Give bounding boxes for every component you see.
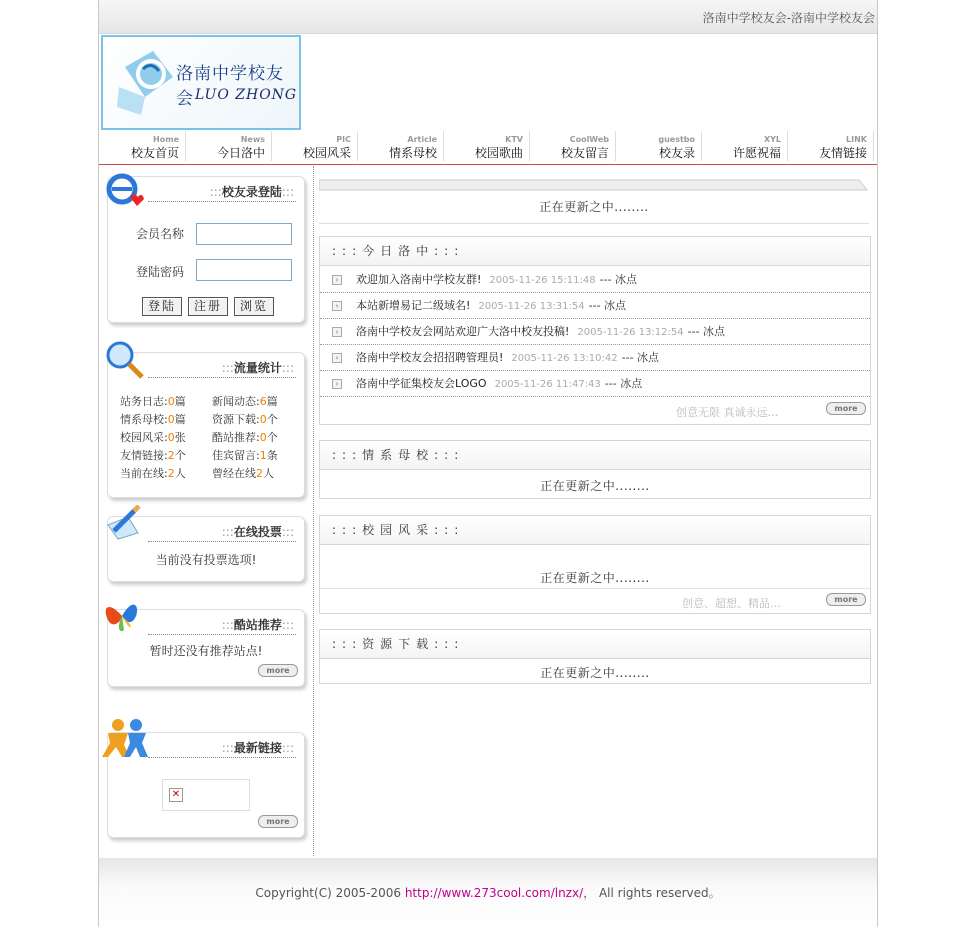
cool-sites-box (107, 609, 305, 687)
news-row[interactable] (320, 344, 870, 371)
main-nav (99, 131, 877, 165)
title-dots: ::: (209, 185, 222, 199)
title-text: 流量统计 (233, 361, 282, 375)
nav-en-label: PIC (336, 135, 351, 144)
title-divider (148, 377, 296, 378)
news-row[interactable] (320, 266, 870, 293)
divider (319, 223, 869, 224)
stat-item: 友情链接:2个 (120, 449, 186, 462)
cool-sites-more-button[interactable]: more (258, 664, 298, 677)
nav-en-label: Home (153, 135, 179, 144)
stat-item: 情系母校:0篇 (120, 413, 186, 426)
nav-cn-label: 友情链接 (818, 146, 867, 160)
bullet-icon: › (332, 327, 342, 337)
username-input[interactable] (196, 223, 292, 245)
logo-emblem-icon (115, 47, 179, 117)
messenger-people-icon (102, 717, 152, 761)
news-author: --- 冰点 (687, 325, 726, 338)
nav-en-label: News (240, 135, 265, 144)
logo-en-text: LUO ZHONG (195, 87, 298, 103)
butterfly-icon (102, 598, 142, 634)
update-message: 正在更新之中........ (540, 666, 650, 680)
title-text: 在线投票 (233, 525, 282, 539)
title-text: 最新链接 (233, 741, 282, 755)
nav-en-label: Article (407, 135, 437, 144)
alma-mater-header: :::情系母校::: (320, 441, 870, 470)
login-title (210, 183, 294, 200)
username-label: 会员名称 (136, 227, 185, 241)
stat-item: 新闻动态:6篇 (212, 395, 278, 408)
campus-header: :::校园风采::: (320, 516, 870, 545)
title-dots: ::: (281, 361, 294, 375)
nav-en-label: CoolWeb (569, 135, 609, 144)
browse-button[interactable]: 浏览 (234, 297, 274, 316)
title-text: 酷站推荐 (233, 618, 282, 632)
nav-en-label: LINK (846, 135, 867, 144)
vote-box (107, 516, 305, 582)
alma-mater-panel (319, 440, 871, 499)
nav-cn-label: 情系母校 (388, 146, 437, 160)
links-box (107, 732, 305, 838)
top-banner-stripe (319, 178, 869, 192)
title-divider (148, 541, 296, 542)
bullet-icon: › (332, 353, 342, 363)
news-title[interactable]: 洛南中学校友会网站欢迎广大洛中校友投稿! (356, 325, 570, 338)
stat-item: 曾经在线2人 (212, 467, 274, 480)
nav-en-label: XYL (763, 135, 781, 144)
title-dots: ::: (221, 741, 234, 755)
title-dots: ::: (281, 618, 294, 632)
news-title[interactable]: 洛南中学校友会招招聘管理员! (356, 351, 504, 364)
news-author: --- 冰点 (588, 299, 627, 312)
nav-item-xyl[interactable] (701, 131, 788, 161)
campus-panel (319, 515, 871, 614)
campus-more-button[interactable]: more (826, 593, 866, 606)
today-slogan: 创意无限 真诚永远… (676, 406, 779, 419)
news-title[interactable]: 欢迎加入洛南中学校友群! (356, 273, 482, 286)
pencil-note-icon (104, 505, 144, 541)
title-divider (148, 757, 296, 758)
title-text: 校友录登陆 (221, 185, 282, 199)
footer-copyright (99, 884, 877, 901)
stat-item: 站务日志:0篇 (120, 395, 186, 408)
stat-item: 酷站推荐:0个 (212, 431, 278, 444)
password-label: 登陆密码 (136, 265, 185, 279)
update-message: 正在更新之中........ (540, 571, 650, 585)
title-dots: ::: (221, 361, 234, 375)
nav-cn-label: 校友录 (658, 146, 695, 160)
nav-item-news[interactable] (185, 131, 272, 161)
news-date: 2005-11-26 13:12:54 (577, 327, 684, 338)
news-date: 2005-11-26 15:11:48 (489, 275, 596, 286)
vote-message: 当前没有投票选项! (155, 553, 257, 567)
broken-image-icon: ✕ (169, 788, 183, 802)
vote-title (222, 523, 294, 540)
bullet-icon: › (332, 301, 342, 311)
cool-sites-message: 暂时还没有推荐站点! (149, 644, 263, 658)
update-message: 正在更新之中........ (540, 479, 650, 493)
stat-item: 佳宾留言:1条 (212, 449, 278, 462)
nav-cn-label: 校园风采 (302, 146, 351, 160)
nav-cn-label: 校园歌曲 (474, 146, 523, 160)
bullet-icon: › (332, 275, 342, 285)
logo-cn-text: 洛南中学校友会 (176, 64, 284, 109)
stat-item: 当前在线:2人 (120, 467, 186, 480)
login-button[interactable]: 登陆 (142, 297, 182, 316)
copyright-text: Copyright(C) 2005-2006 (255, 886, 401, 900)
sidebar (99, 166, 314, 856)
title-dots: ::: (281, 525, 294, 539)
nav-cn-label: 校友留言 (560, 146, 609, 160)
news-author: --- 冰点 (604, 377, 643, 390)
nav-cn-label: 今日洛中 (216, 146, 265, 160)
nav-item-guestbook[interactable] (615, 131, 702, 161)
title-divider (148, 634, 296, 635)
stats-box (107, 352, 305, 498)
nav-item-article[interactable] (357, 131, 444, 161)
rights-text: ， All rights reserved。 (583, 886, 721, 900)
login-box (107, 176, 305, 323)
nav-cn-label: 校友首页 (130, 146, 179, 160)
title-dots: ::: (221, 525, 234, 539)
nav-item-ktv[interactable] (443, 131, 530, 161)
site-title: 洛南中学校友会-洛南中学校友会 (702, 11, 875, 25)
downloads-panel (319, 629, 871, 684)
nav-item-coolweb[interactable] (529, 131, 616, 161)
nav-item-pic[interactable] (271, 131, 358, 161)
title-dots: ::: (281, 185, 294, 199)
update-message: 正在更新之中........ (539, 200, 649, 214)
footer (99, 858, 877, 927)
today-header: :::今日洛中::: (320, 237, 870, 266)
downloads-header: :::资源下载::: (320, 630, 870, 659)
news-row[interactable] (320, 370, 870, 397)
cool-sites-title (222, 616, 294, 633)
stat-item: 资源下载:0个 (212, 413, 278, 426)
site-logo[interactable] (101, 35, 301, 130)
today-panel (319, 236, 871, 425)
news-title[interactable]: 本站新增易记二级域名! (356, 299, 471, 312)
link-logo-placeholder[interactable] (162, 779, 250, 811)
news-date: 2005-11-26 13:10:42 (511, 353, 618, 364)
news-author: --- 冰点 (599, 273, 638, 286)
news-author: --- 冰点 (621, 351, 660, 364)
news-date: 2005-11-26 13:31:54 (478, 301, 585, 312)
ie-heart-icon (104, 169, 144, 209)
nav-item-home[interactable] (99, 131, 186, 161)
top-bar (99, 0, 877, 34)
bullet-icon: › (332, 379, 342, 389)
nav-en-label: guestbo (658, 135, 695, 144)
divider (320, 588, 870, 589)
news-date: 2005-11-26 11:47:43 (494, 379, 601, 390)
register-button[interactable]: 注册 (188, 297, 228, 316)
top-notice-panel (319, 178, 869, 238)
title-divider (148, 201, 296, 202)
news-row[interactable] (320, 318, 870, 345)
password-input[interactable] (196, 259, 292, 281)
news-row[interactable] (320, 292, 870, 319)
stat-item: 校园风采:0张 (120, 431, 186, 444)
stats-title (222, 359, 294, 376)
magnifier-icon (104, 339, 148, 383)
today-more-button[interactable]: more (826, 402, 866, 415)
campus-slogan: 创意、超想、精品… (682, 597, 781, 610)
nav-item-link[interactable] (787, 131, 874, 161)
links-more-button[interactable]: more (258, 815, 298, 828)
news-title[interactable]: 洛南中学征集校友会LOGO (356, 377, 487, 390)
page (98, 0, 878, 927)
title-dots: ::: (221, 618, 234, 632)
nav-cn-label: 许愿祝福 (732, 146, 781, 160)
nav-en-label: KTV (505, 135, 523, 144)
links-title (222, 739, 294, 756)
footer-link[interactable]: http://www.273cool.com/lnzx/ (404, 886, 584, 900)
title-dots: ::: (281, 741, 294, 755)
